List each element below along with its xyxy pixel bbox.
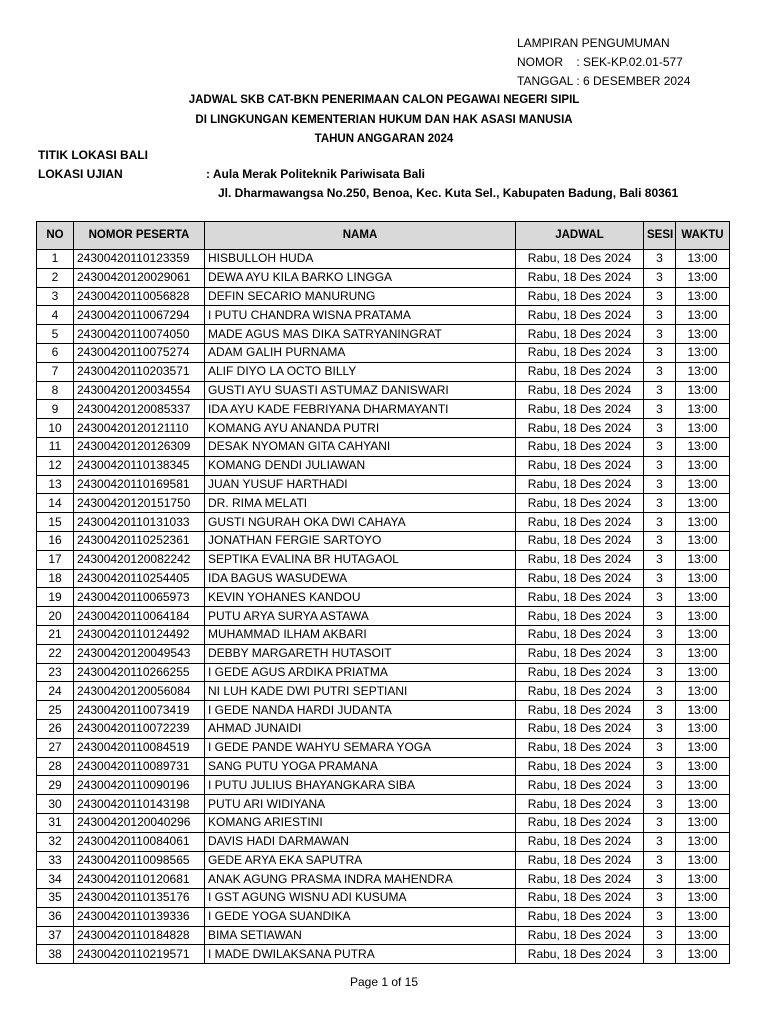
cell-sesi: 3 xyxy=(644,513,676,532)
table-row xyxy=(37,663,730,682)
table-row xyxy=(37,343,730,362)
table-row xyxy=(37,419,730,438)
cell-sesi: 3 xyxy=(644,644,676,663)
cell-no: 21 xyxy=(37,625,74,644)
table-row xyxy=(37,945,730,964)
cell-jadwal: Rabu, 18 Des 2024 xyxy=(516,306,644,325)
cell-no: 26 xyxy=(37,719,74,738)
title-line-3: TAHUN ANGGARAN 2024 xyxy=(314,133,454,145)
cell-jadwal: Rabu, 18 Des 2024 xyxy=(516,250,644,269)
cell-sesi: 3 xyxy=(644,381,676,400)
cell-no: 28 xyxy=(37,757,74,776)
cell-waktu: 13:00 xyxy=(676,343,730,362)
cell-jadwal: Rabu, 18 Des 2024 xyxy=(516,795,644,814)
cell-nomor-peserta: 24300420110065973 xyxy=(74,588,205,607)
cell-nomor-peserta: 24300420110090196 xyxy=(74,776,205,795)
cell-no: 7 xyxy=(37,362,74,381)
table-header-row xyxy=(37,222,730,250)
cell-nomor-peserta: 24300420120082242 xyxy=(74,550,205,569)
cell-waktu: 13:00 xyxy=(676,550,730,569)
cell-nomor-peserta: 24300420110089731 xyxy=(74,757,205,776)
cell-nama: I GST AGUNG WISNU ADI KUSUMA xyxy=(205,889,516,908)
table-row xyxy=(37,757,730,776)
cell-no: 17 xyxy=(37,550,74,569)
cell-waktu: 13:00 xyxy=(676,926,730,945)
cell-nama: IDA AYU KADE FEBRIYANA DHARMAYANTI xyxy=(205,400,516,419)
cell-sesi: 3 xyxy=(644,889,676,908)
cell-nomor-peserta: 24300420110254405 xyxy=(74,569,205,588)
table-row xyxy=(37,889,730,908)
cell-waktu: 13:00 xyxy=(676,701,730,720)
cell-waktu: 13:00 xyxy=(676,851,730,870)
table-row xyxy=(37,795,730,814)
cell-sesi: 3 xyxy=(644,907,676,926)
cell-waktu: 13:00 xyxy=(676,832,730,851)
cell-nama: ANAK AGUNG PRASMA INDRA MAHENDRA xyxy=(205,870,516,889)
cell-jadwal: Rabu, 18 Des 2024 xyxy=(516,625,644,644)
cell-sesi: 3 xyxy=(644,475,676,494)
cell-waktu: 13:00 xyxy=(676,569,730,588)
cell-nama: SANG PUTU YOGA PRAMANA xyxy=(205,757,516,776)
cell-waktu: 13:00 xyxy=(676,907,730,926)
title-line-2: DI LINGKUNGAN KEMENTERIAN HUKUM DAN HAK ASASI MANUSIA xyxy=(195,113,573,126)
cell-sesi: 3 xyxy=(644,851,676,870)
cell-no: 34 xyxy=(37,870,74,889)
document-reference xyxy=(517,34,690,91)
cell-jadwal: Rabu, 18 Des 2024 xyxy=(516,494,644,513)
cell-nomor-peserta: 24300420120085337 xyxy=(74,400,205,419)
cell-waktu: 13:00 xyxy=(676,268,730,287)
cell-waktu: 13:00 xyxy=(676,607,730,626)
cell-waktu: 13:00 xyxy=(676,663,730,682)
table-row xyxy=(37,776,730,795)
cell-sesi: 3 xyxy=(644,926,676,945)
cell-nama: BIMA SETIAWAN xyxy=(205,926,516,945)
table-row xyxy=(37,268,730,287)
cell-no: 18 xyxy=(37,569,74,588)
header-nomor-peserta: NOMOR PESERTA xyxy=(74,222,205,250)
cell-nomor-peserta: 24300420110072239 xyxy=(74,719,205,738)
table-row xyxy=(37,456,730,475)
cell-nomor-peserta: 24300420110120681 xyxy=(74,870,205,889)
cell-no: 32 xyxy=(37,832,74,851)
cell-no: 27 xyxy=(37,738,74,757)
cell-nomor-peserta: 24300420110252361 xyxy=(74,531,205,550)
cell-jadwal: Rabu, 18 Des 2024 xyxy=(516,456,644,475)
table-row xyxy=(37,325,730,344)
cell-waktu: 13:00 xyxy=(676,437,730,456)
cell-nama: DAVIS HADI DARMAWAN xyxy=(205,832,516,851)
cell-jadwal: Rabu, 18 Des 2024 xyxy=(516,381,644,400)
cell-no: 10 xyxy=(37,419,74,438)
cell-jadwal: Rabu, 18 Des 2024 xyxy=(516,607,644,626)
cell-waktu: 13:00 xyxy=(676,588,730,607)
cell-no: 31 xyxy=(37,813,74,832)
cell-no: 1 xyxy=(37,250,74,269)
cell-sesi: 3 xyxy=(644,456,676,475)
cell-sesi: 3 xyxy=(644,569,676,588)
table-row xyxy=(37,250,730,269)
location-info xyxy=(38,146,678,203)
table-row xyxy=(37,437,730,456)
cell-jadwal: Rabu, 18 Des 2024 xyxy=(516,588,644,607)
cell-sesi: 3 xyxy=(644,343,676,362)
cell-nama: DEWA AYU KILA BARKO LINGGA xyxy=(205,268,516,287)
table-row xyxy=(37,907,730,926)
table-row xyxy=(37,306,730,325)
cell-jadwal: Rabu, 18 Des 2024 xyxy=(516,851,644,870)
cell-no: 33 xyxy=(37,851,74,870)
cell-nomor-peserta: 24300420110143198 xyxy=(74,795,205,814)
cell-nama: MUHAMMAD ILHAM AKBARI xyxy=(205,625,516,644)
cell-nama: GUSTI NGURAH OKA DWI CAHAYA xyxy=(205,513,516,532)
cell-nomor-peserta: 24300420120056084 xyxy=(74,682,205,701)
cell-nomor-peserta: 24300420110169581 xyxy=(74,475,205,494)
cell-jadwal: Rabu, 18 Des 2024 xyxy=(516,325,644,344)
cell-jadwal: Rabu, 18 Des 2024 xyxy=(516,945,644,964)
location-value: : Aula Merak Politeknik Pariwisata Bali xyxy=(206,167,425,181)
header-waktu: WAKTU xyxy=(676,222,730,250)
cell-sesi: 3 xyxy=(644,776,676,795)
document-title xyxy=(0,91,768,150)
cell-no: 16 xyxy=(37,531,74,550)
cell-nama: JUAN YUSUF HARTHADI xyxy=(205,475,516,494)
cell-sesi: 3 xyxy=(644,719,676,738)
cell-sesi: 3 xyxy=(644,250,676,269)
cell-waktu: 13:00 xyxy=(676,757,730,776)
table-row xyxy=(37,362,730,381)
cell-no: 15 xyxy=(37,513,74,532)
location-label: LOKASI UJIAN xyxy=(38,167,123,181)
cell-jadwal: Rabu, 18 Des 2024 xyxy=(516,644,644,663)
cell-sesi: 3 xyxy=(644,682,676,701)
cell-nama: I PUTU CHANDRA WISNA PRATAMA xyxy=(205,306,516,325)
page-number: Page 1 of 15 xyxy=(349,975,419,989)
cell-no: 20 xyxy=(37,607,74,626)
cell-jadwal: Rabu, 18 Des 2024 xyxy=(516,776,644,795)
cell-no: 38 xyxy=(37,945,74,964)
cell-nomor-peserta: 24300420110056828 xyxy=(74,287,205,306)
cell-waktu: 13:00 xyxy=(676,945,730,964)
cell-jadwal: Rabu, 18 Des 2024 xyxy=(516,287,644,306)
cell-no: 12 xyxy=(37,456,74,475)
cell-nama: PUTU ARI WIDIYANA xyxy=(205,795,516,814)
cell-waktu: 13:00 xyxy=(676,325,730,344)
cell-no: 29 xyxy=(37,776,74,795)
cell-waktu: 13:00 xyxy=(676,250,730,269)
cell-nama: SEPTIKA EVALINA BR HUTAGAOL xyxy=(205,550,516,569)
ref-nomor: NOMOR : SEK-KP.02.01-577 xyxy=(517,55,683,69)
table-row xyxy=(37,588,730,607)
cell-nomor-peserta: 24300420110064184 xyxy=(74,607,205,626)
cell-nama: I GEDE AGUS ARDIKA PRIATMA xyxy=(205,663,516,682)
cell-sesi: 3 xyxy=(644,832,676,851)
cell-nomor-peserta: 24300420110074050 xyxy=(74,325,205,344)
ref-tanggal: TANGGAL : 6 DESEMBER 2024 xyxy=(517,74,691,88)
cell-nama: PUTU ARYA SURYA ASTAWA xyxy=(205,607,516,626)
cell-nama: DR. RIMA MELATI xyxy=(205,494,516,513)
cell-no: 24 xyxy=(37,682,74,701)
cell-nomor-peserta: 24300420110266255 xyxy=(74,663,205,682)
cell-nomor-peserta: 24300420110139336 xyxy=(74,907,205,926)
table-row xyxy=(37,531,730,550)
cell-waktu: 13:00 xyxy=(676,738,730,757)
cell-waktu: 13:00 xyxy=(676,625,730,644)
cell-jadwal: Rabu, 18 Des 2024 xyxy=(516,400,644,419)
table-row xyxy=(37,682,730,701)
cell-nomor-peserta: 24300420110124492 xyxy=(74,625,205,644)
cell-nama: DESAK NYOMAN GITA CAHYANI xyxy=(205,437,516,456)
table-row xyxy=(37,719,730,738)
cell-no: 13 xyxy=(37,475,74,494)
cell-sesi: 3 xyxy=(644,607,676,626)
cell-sesi: 3 xyxy=(644,531,676,550)
cell-no: 25 xyxy=(37,701,74,720)
cell-sesi: 3 xyxy=(644,419,676,438)
header-jadwal: JADWAL xyxy=(516,222,644,250)
cell-waktu: 13:00 xyxy=(676,813,730,832)
cell-nama: I GEDE PANDE WAHYU SEMARA YOGA xyxy=(205,738,516,757)
cell-waktu: 13:00 xyxy=(676,287,730,306)
title-line-1: JADWAL SKB CAT-BKN PENERIMAAN CALON PEGAWAI NEGERI SIPIL xyxy=(188,94,580,106)
table-row xyxy=(37,701,730,720)
cell-sesi: 3 xyxy=(644,795,676,814)
cell-no: 11 xyxy=(37,437,74,456)
cell-no: 36 xyxy=(37,907,74,926)
cell-jadwal: Rabu, 18 Des 2024 xyxy=(516,437,644,456)
cell-sesi: 3 xyxy=(644,701,676,720)
cell-jadwal: Rabu, 18 Des 2024 xyxy=(516,926,644,945)
cell-jadwal: Rabu, 18 Des 2024 xyxy=(516,475,644,494)
cell-waktu: 13:00 xyxy=(676,531,730,550)
table-row xyxy=(37,494,730,513)
cell-waktu: 13:00 xyxy=(676,719,730,738)
cell-nomor-peserta: 24300420110138345 xyxy=(74,456,205,475)
cell-jadwal: Rabu, 18 Des 2024 xyxy=(516,663,644,682)
cell-nomor-peserta: 24300420110084519 xyxy=(74,738,205,757)
cell-nama: ADAM GALIH PURNAMA xyxy=(205,343,516,362)
table-body xyxy=(37,250,730,964)
cell-nomor-peserta: 24300420110184828 xyxy=(74,926,205,945)
cell-sesi: 3 xyxy=(644,362,676,381)
cell-nomor-peserta: 24300420120049543 xyxy=(74,644,205,663)
cell-sesi: 3 xyxy=(644,588,676,607)
cell-nomor-peserta: 24300420110098565 xyxy=(74,851,205,870)
cell-waktu: 13:00 xyxy=(676,795,730,814)
cell-jadwal: Rabu, 18 Des 2024 xyxy=(516,701,644,720)
cell-waktu: 13:00 xyxy=(676,306,730,325)
cell-waktu: 13:00 xyxy=(676,419,730,438)
cell-sesi: 3 xyxy=(644,738,676,757)
cell-jadwal: Rabu, 18 Des 2024 xyxy=(516,419,644,438)
location-titik: TITIK LOKASI BALI xyxy=(38,148,148,162)
cell-waktu: 13:00 xyxy=(676,870,730,889)
cell-sesi: 3 xyxy=(644,550,676,569)
cell-sesi: 3 xyxy=(644,400,676,419)
cell-nomor-peserta: 24300420120040296 xyxy=(74,813,205,832)
cell-nama: KOMANG AYU ANANDA PUTRI xyxy=(205,419,516,438)
table-row xyxy=(37,625,730,644)
cell-jadwal: Rabu, 18 Des 2024 xyxy=(516,513,644,532)
cell-nama: KOMANG DENDI JULIAWAN xyxy=(205,456,516,475)
cell-nomor-peserta: 24300420110067294 xyxy=(74,306,205,325)
cell-no: 35 xyxy=(37,889,74,908)
header-sesi: SESI xyxy=(644,222,676,250)
cell-sesi: 3 xyxy=(644,494,676,513)
cell-waktu: 13:00 xyxy=(676,682,730,701)
cell-jadwal: Rabu, 18 Des 2024 xyxy=(516,719,644,738)
cell-nama: IDA BAGUS WASUDEWA xyxy=(205,569,516,588)
table-row xyxy=(37,381,730,400)
cell-no: 5 xyxy=(37,325,74,344)
cell-no: 37 xyxy=(37,926,74,945)
cell-nomor-peserta: 24300420120034554 xyxy=(74,381,205,400)
table-row xyxy=(37,870,730,889)
table-row xyxy=(37,851,730,870)
cell-nama: DEBBY MARGARETH HUTASOIT xyxy=(205,644,516,663)
location-address-row xyxy=(38,184,678,203)
cell-waktu: 13:00 xyxy=(676,776,730,795)
cell-sesi: 3 xyxy=(644,870,676,889)
cell-nama: JONATHAN FERGIE SARTOYO xyxy=(205,531,516,550)
cell-waktu: 13:00 xyxy=(676,494,730,513)
cell-nomor-peserta: 24300420120126309 xyxy=(74,437,205,456)
table-row xyxy=(37,738,730,757)
cell-sesi: 3 xyxy=(644,306,676,325)
cell-nomor-peserta: 24300420110123359 xyxy=(74,250,205,269)
cell-jadwal: Rabu, 18 Des 2024 xyxy=(516,907,644,926)
cell-jadwal: Rabu, 18 Des 2024 xyxy=(516,813,644,832)
cell-nomor-peserta: 24300420110203571 xyxy=(74,362,205,381)
cell-no: 23 xyxy=(37,663,74,682)
table-row xyxy=(37,813,730,832)
cell-waktu: 13:00 xyxy=(676,644,730,663)
cell-nama: DEFIN SECARIO MANURUNG xyxy=(205,287,516,306)
header-no: NO xyxy=(37,222,74,250)
header-nama: NAMA xyxy=(205,222,516,250)
cell-sesi: 3 xyxy=(644,268,676,287)
cell-sesi: 3 xyxy=(644,437,676,456)
cell-no: 14 xyxy=(37,494,74,513)
table-row xyxy=(37,475,730,494)
cell-waktu: 13:00 xyxy=(676,456,730,475)
cell-waktu: 13:00 xyxy=(676,400,730,419)
cell-nama: I GEDE NANDA HARDI JUDANTA xyxy=(205,701,516,720)
cell-no: 2 xyxy=(37,268,74,287)
table-row xyxy=(37,287,730,306)
cell-nama: I PUTU JULIUS BHAYANGKARA SIBA xyxy=(205,776,516,795)
cell-sesi: 3 xyxy=(644,757,676,776)
cell-sesi: 3 xyxy=(644,813,676,832)
table-row xyxy=(37,832,730,851)
cell-waktu: 13:00 xyxy=(676,362,730,381)
cell-nama: ALIF DIYO LA OCTO BILLY xyxy=(205,362,516,381)
cell-nama: I GEDE YOGA SUANDIKA xyxy=(205,907,516,926)
cell-nama: MADE AGUS MAS DIKA SATRYANINGRAT xyxy=(205,325,516,344)
cell-sesi: 3 xyxy=(644,287,676,306)
cell-jadwal: Rabu, 18 Des 2024 xyxy=(516,550,644,569)
cell-no: 30 xyxy=(37,795,74,814)
table-row xyxy=(37,644,730,663)
location-row xyxy=(38,165,678,184)
cell-no: 22 xyxy=(37,644,74,663)
cell-nomor-peserta: 24300420120151750 xyxy=(74,494,205,513)
cell-no: 4 xyxy=(37,306,74,325)
cell-jadwal: Rabu, 18 Des 2024 xyxy=(516,757,644,776)
cell-jadwal: Rabu, 18 Des 2024 xyxy=(516,531,644,550)
schedule-table xyxy=(36,221,730,964)
cell-no: 3 xyxy=(37,287,74,306)
cell-nama: NI LUH KADE DWI PUTRI SEPTIANI xyxy=(205,682,516,701)
cell-sesi: 3 xyxy=(644,625,676,644)
cell-nomor-peserta: 24300420120121110 xyxy=(74,419,205,438)
table-row xyxy=(37,400,730,419)
cell-nama: GEDE ARYA EKA SAPUTRA xyxy=(205,851,516,870)
cell-waktu: 13:00 xyxy=(676,381,730,400)
cell-nomor-peserta: 24300420110135176 xyxy=(74,889,205,908)
cell-jadwal: Rabu, 18 Des 2024 xyxy=(516,268,644,287)
cell-nomor-peserta: 24300420110073419 xyxy=(74,701,205,720)
table-row xyxy=(37,607,730,626)
location-address: Jl. Dharmawangsa No.250, Benoa, Kec. Kuta Sel., Kabupaten Badung, Bali 80361 xyxy=(218,186,679,200)
cell-nama: KOMANG ARIESTINI xyxy=(205,813,516,832)
cell-nomor-peserta: 24300420110075274 xyxy=(74,343,205,362)
cell-jadwal: Rabu, 18 Des 2024 xyxy=(516,362,644,381)
cell-sesi: 3 xyxy=(644,945,676,964)
cell-waktu: 13:00 xyxy=(676,513,730,532)
table-row xyxy=(37,569,730,588)
table-row xyxy=(37,926,730,945)
cell-no: 9 xyxy=(37,400,74,419)
cell-nama: GUSTI AYU SUASTI ASTUMAZ DANISWARI xyxy=(205,381,516,400)
cell-nomor-peserta: 24300420120029061 xyxy=(74,268,205,287)
cell-nama: I MADE DWILAKSANA PUTRA xyxy=(205,945,516,964)
cell-jadwal: Rabu, 18 Des 2024 xyxy=(516,832,644,851)
cell-no: 8 xyxy=(37,381,74,400)
ref-lampiran: LAMPIRAN PENGUMUMAN xyxy=(517,36,670,50)
table-row xyxy=(37,513,730,532)
cell-sesi: 3 xyxy=(644,663,676,682)
cell-nama: AHMAD JUNAIDI xyxy=(205,719,516,738)
cell-jadwal: Rabu, 18 Des 2024 xyxy=(516,569,644,588)
cell-nama: HISBULLOH HUDA xyxy=(205,250,516,269)
cell-nama: KEVIN YOHANES KANDOU xyxy=(205,588,516,607)
cell-no: 19 xyxy=(37,588,74,607)
cell-jadwal: Rabu, 18 Des 2024 xyxy=(516,870,644,889)
cell-no: 6 xyxy=(37,343,74,362)
cell-jadwal: Rabu, 18 Des 2024 xyxy=(516,682,644,701)
cell-jadwal: Rabu, 18 Des 2024 xyxy=(516,889,644,908)
cell-jadwal: Rabu, 18 Des 2024 xyxy=(516,343,644,362)
cell-nomor-peserta: 24300420110219571 xyxy=(74,945,205,964)
cell-nomor-peserta: 24300420110131033 xyxy=(74,513,205,532)
cell-nomor-peserta: 24300420110084061 xyxy=(74,832,205,851)
cell-waktu: 13:00 xyxy=(676,475,730,494)
cell-sesi: 3 xyxy=(644,325,676,344)
cell-jadwal: Rabu, 18 Des 2024 xyxy=(516,738,644,757)
cell-waktu: 13:00 xyxy=(676,889,730,908)
table-row xyxy=(37,550,730,569)
